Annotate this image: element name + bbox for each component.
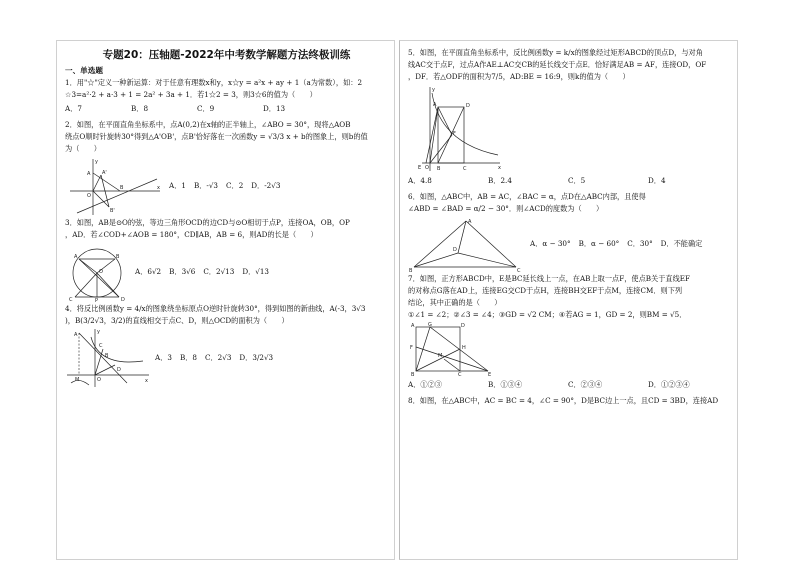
q2-option-c: C．2 — [226, 181, 244, 190]
q4-label-a: A — [74, 332, 78, 338]
q7-text-line3: 结论，其中正确的是（ ） — [408, 298, 502, 307]
q5-options — [408, 175, 731, 187]
q3-label-b: B — [116, 254, 120, 260]
q4-text-line2: )，B(3/2√3，3/2)的直线相交于点C、D，则△OCD的面积为（ ） — [65, 316, 289, 325]
q4-text-line1: 4．将反比例函数y = 4/x的图象绕坐标原点O逆时针旋转30°，得到如图的新曲线，A(-3，3√3 — [65, 304, 366, 313]
q7-option-b: B．①③④ — [488, 380, 523, 389]
q7-option-a: A．①②③ — [408, 380, 442, 389]
q4-label-m: M — [75, 377, 80, 383]
q2-label-y: y — [95, 159, 98, 165]
q5-label-y: y — [432, 87, 435, 93]
q1-options — [65, 103, 388, 115]
q5-label-x: x — [498, 165, 501, 171]
left-page — [56, 40, 395, 560]
q6-label-d: D — [453, 247, 457, 253]
q7-text-line2: 的对称点G落在AD上，连接EG交CD于点H，连接BH交EF于点M，连接CM．则下列 — [408, 286, 683, 295]
q4-figure — [65, 327, 151, 389]
q5-option-c: C．5 — [568, 176, 586, 185]
q4-option-d: D．3/2√3 — [239, 353, 274, 362]
q4-option-b: B．8 — [179, 353, 197, 362]
q3-option-a: A．6√2 — [135, 267, 162, 276]
q7-label-b: B — [411, 372, 415, 377]
q2-figure — [65, 155, 165, 217]
q7-text-line1: 7．如图，正方形ABCD中，E是BC延长线上一点，在AB上取一点F，使点B关于直线EF — [408, 274, 691, 283]
q2-option-d: D．-2√3 — [251, 181, 281, 190]
q4-label-x: x — [145, 378, 148, 384]
q3-label-o: O — [99, 269, 103, 275]
q2-text-line3: 为（ ） — [65, 144, 101, 153]
q7-text-line4: ①∠1 = ∠2；②∠3 = ∠4；③GD = √2 CM；④若AG = 1，GD = 2，则BM = √5． — [408, 310, 687, 319]
q5-label-o: O — [425, 165, 429, 171]
q4-label-o: O — [97, 377, 101, 383]
q3-options — [135, 266, 269, 278]
q5-label-d: D — [466, 103, 470, 109]
q5-label-f: F — [453, 131, 456, 137]
q5-label-a: A — [433, 102, 437, 108]
q5-option-a: A．4.8 — [408, 176, 432, 185]
q5-option-b: B．2.4 — [488, 176, 512, 185]
q6-figure-row — [408, 215, 731, 273]
q2-figure-row — [65, 155, 388, 217]
q2-text-line2: 绕点O顺时针旋转30°得到△A'OB'，点B'恰好落在一次函数y = √3/3 x + b的图象上，则b的值 — [65, 132, 368, 141]
q3-text-line1: 3．如图，AB是⊙O的弦，等边三角形OCD的边CD与⊙O相切于点P，连接OA，OB，OP — [65, 218, 350, 227]
q5-figure — [408, 83, 504, 173]
q1-option-d: D．13 — [263, 104, 286, 113]
q1-option-b: B．8 — [131, 104, 149, 113]
q3-figure-row — [65, 241, 388, 303]
q6-option-a: A．α − 30° — [530, 239, 571, 248]
q7-label-g: G — [428, 322, 432, 328]
q2-label-o: O — [87, 193, 91, 199]
q2-label-b-prime: B' — [110, 208, 115, 214]
q4-label-c: C — [99, 343, 103, 349]
q3-option-d: D．√13 — [242, 267, 269, 276]
q1-text-line1: 1．用"☆"定义一种新运算：对于任意有理数x和y，x☆y = a²x + ay + 1（a为常数），如：2 — [65, 78, 363, 87]
q7-option-d: D．①②③④ — [648, 380, 690, 389]
q6-option-b: B．α − 60° — [578, 239, 620, 248]
q4-figure-row — [65, 327, 388, 389]
q5-label-b: B — [437, 166, 441, 172]
q4-option-a: A．3 — [155, 353, 172, 362]
q6-label-c: C — [517, 268, 521, 273]
q7-options — [408, 379, 731, 391]
q2-label-a: A — [87, 171, 91, 177]
document-title: 专题20：压轴题-2022年中考数学解题方法终极训练 — [102, 49, 351, 61]
q7-label-h: H — [462, 345, 466, 351]
q3-label-c: C — [69, 297, 73, 303]
q7-label-c: C — [458, 372, 462, 377]
q3-option-c: C．2√13 — [203, 267, 235, 276]
q7-label-e: E — [488, 372, 492, 377]
q7-label-m: M — [438, 353, 443, 359]
q7-label-f: F — [410, 345, 413, 351]
q3-label-p: P — [95, 298, 99, 303]
q6-options — [530, 238, 702, 250]
q1-text-line2: ☆3=a²·2 + a·3 + 1 = 2a² + 3a + 1．若1☆2 = 3，则3☆6的值为（ ） — [65, 90, 317, 99]
q2-option-a: A．1 — [169, 181, 186, 190]
q1-option-c: C．9 — [197, 104, 215, 113]
q1-option-a: A．7 — [65, 104, 82, 113]
q6-label-b: B — [409, 268, 413, 273]
q8-text-line1: 8．如图，在△ABC中，AC = BC = 4，∠C = 90°，D是BC边上一点，且CD = 3BD，连接AD — [408, 396, 719, 405]
section-heading: 一、单选题 — [65, 66, 103, 75]
q4-options — [155, 352, 273, 364]
q5-option-d: D．4 — [648, 176, 666, 185]
q5-text-line2: 线AC交于点F，过点A作AE⊥AC交CB的延长线交于点E．恰好满足AB = AF，连接OD，OF — [408, 60, 707, 69]
q7-option-c: C．②③④ — [568, 380, 603, 389]
q6-text-line1: 6．如图，△ABC中，AB = AC，∠BAC = α，点D在△ABC内部，且使得 — [408, 192, 646, 201]
q7-label-a: A — [411, 323, 415, 329]
q4-label-y: y — [97, 329, 100, 335]
q5-label-c: C — [463, 166, 467, 172]
q5-label-e: E — [418, 165, 422, 171]
q3-label-a: A — [74, 254, 78, 260]
q3-option-b: B．3√6 — [169, 267, 196, 276]
right-page — [399, 40, 738, 560]
q2-option-b: B．-√3 — [193, 181, 219, 190]
q7-figure — [408, 321, 492, 377]
q3-text-line2: ，AD．若∠COD+∠AOB = 180°，CD∥AB，AB = 6，则AD的长是（ ） — [65, 230, 318, 239]
q4-label-d: D — [117, 367, 121, 373]
q6-text-line2: ∠ABD = ∠BAD = α/2 − 30°．则∠ACD的度数为（ ） — [408, 204, 604, 213]
q2-label-a-prime: A' — [102, 170, 107, 176]
q2-text-line1: 2．如图，在平面直角坐标系中，点A(0,2)在x轴的正半轴上，∠ABO = 30°，现将△AOB — [65, 120, 351, 129]
q6-option-c: C．30° — [627, 239, 653, 248]
q2-label-x: x — [157, 185, 160, 191]
q2-options — [169, 180, 280, 192]
q2-label-b: B — [120, 185, 124, 191]
q6-option-d: D．不能确定 — [660, 239, 703, 248]
q3-label-d: D — [121, 297, 125, 303]
q4-label-b: B — [105, 353, 109, 359]
q5-text-line1: 5．如图，在平面直角坐标系中，反比例函数y = k/x的图象经过矩形ABCD的顶点D，与对角 — [408, 48, 703, 57]
q6-figure — [408, 215, 526, 273]
q7-label-d: D — [461, 323, 465, 329]
q5-text-line3: ，DF．若△ODF的面积为7/5，AD:BE = 16:9，则k的值为（ ） — [408, 72, 630, 81]
q4-option-c: C．2√3 — [205, 353, 232, 362]
q3-figure — [65, 241, 131, 303]
q6-label-a: A — [468, 219, 472, 225]
